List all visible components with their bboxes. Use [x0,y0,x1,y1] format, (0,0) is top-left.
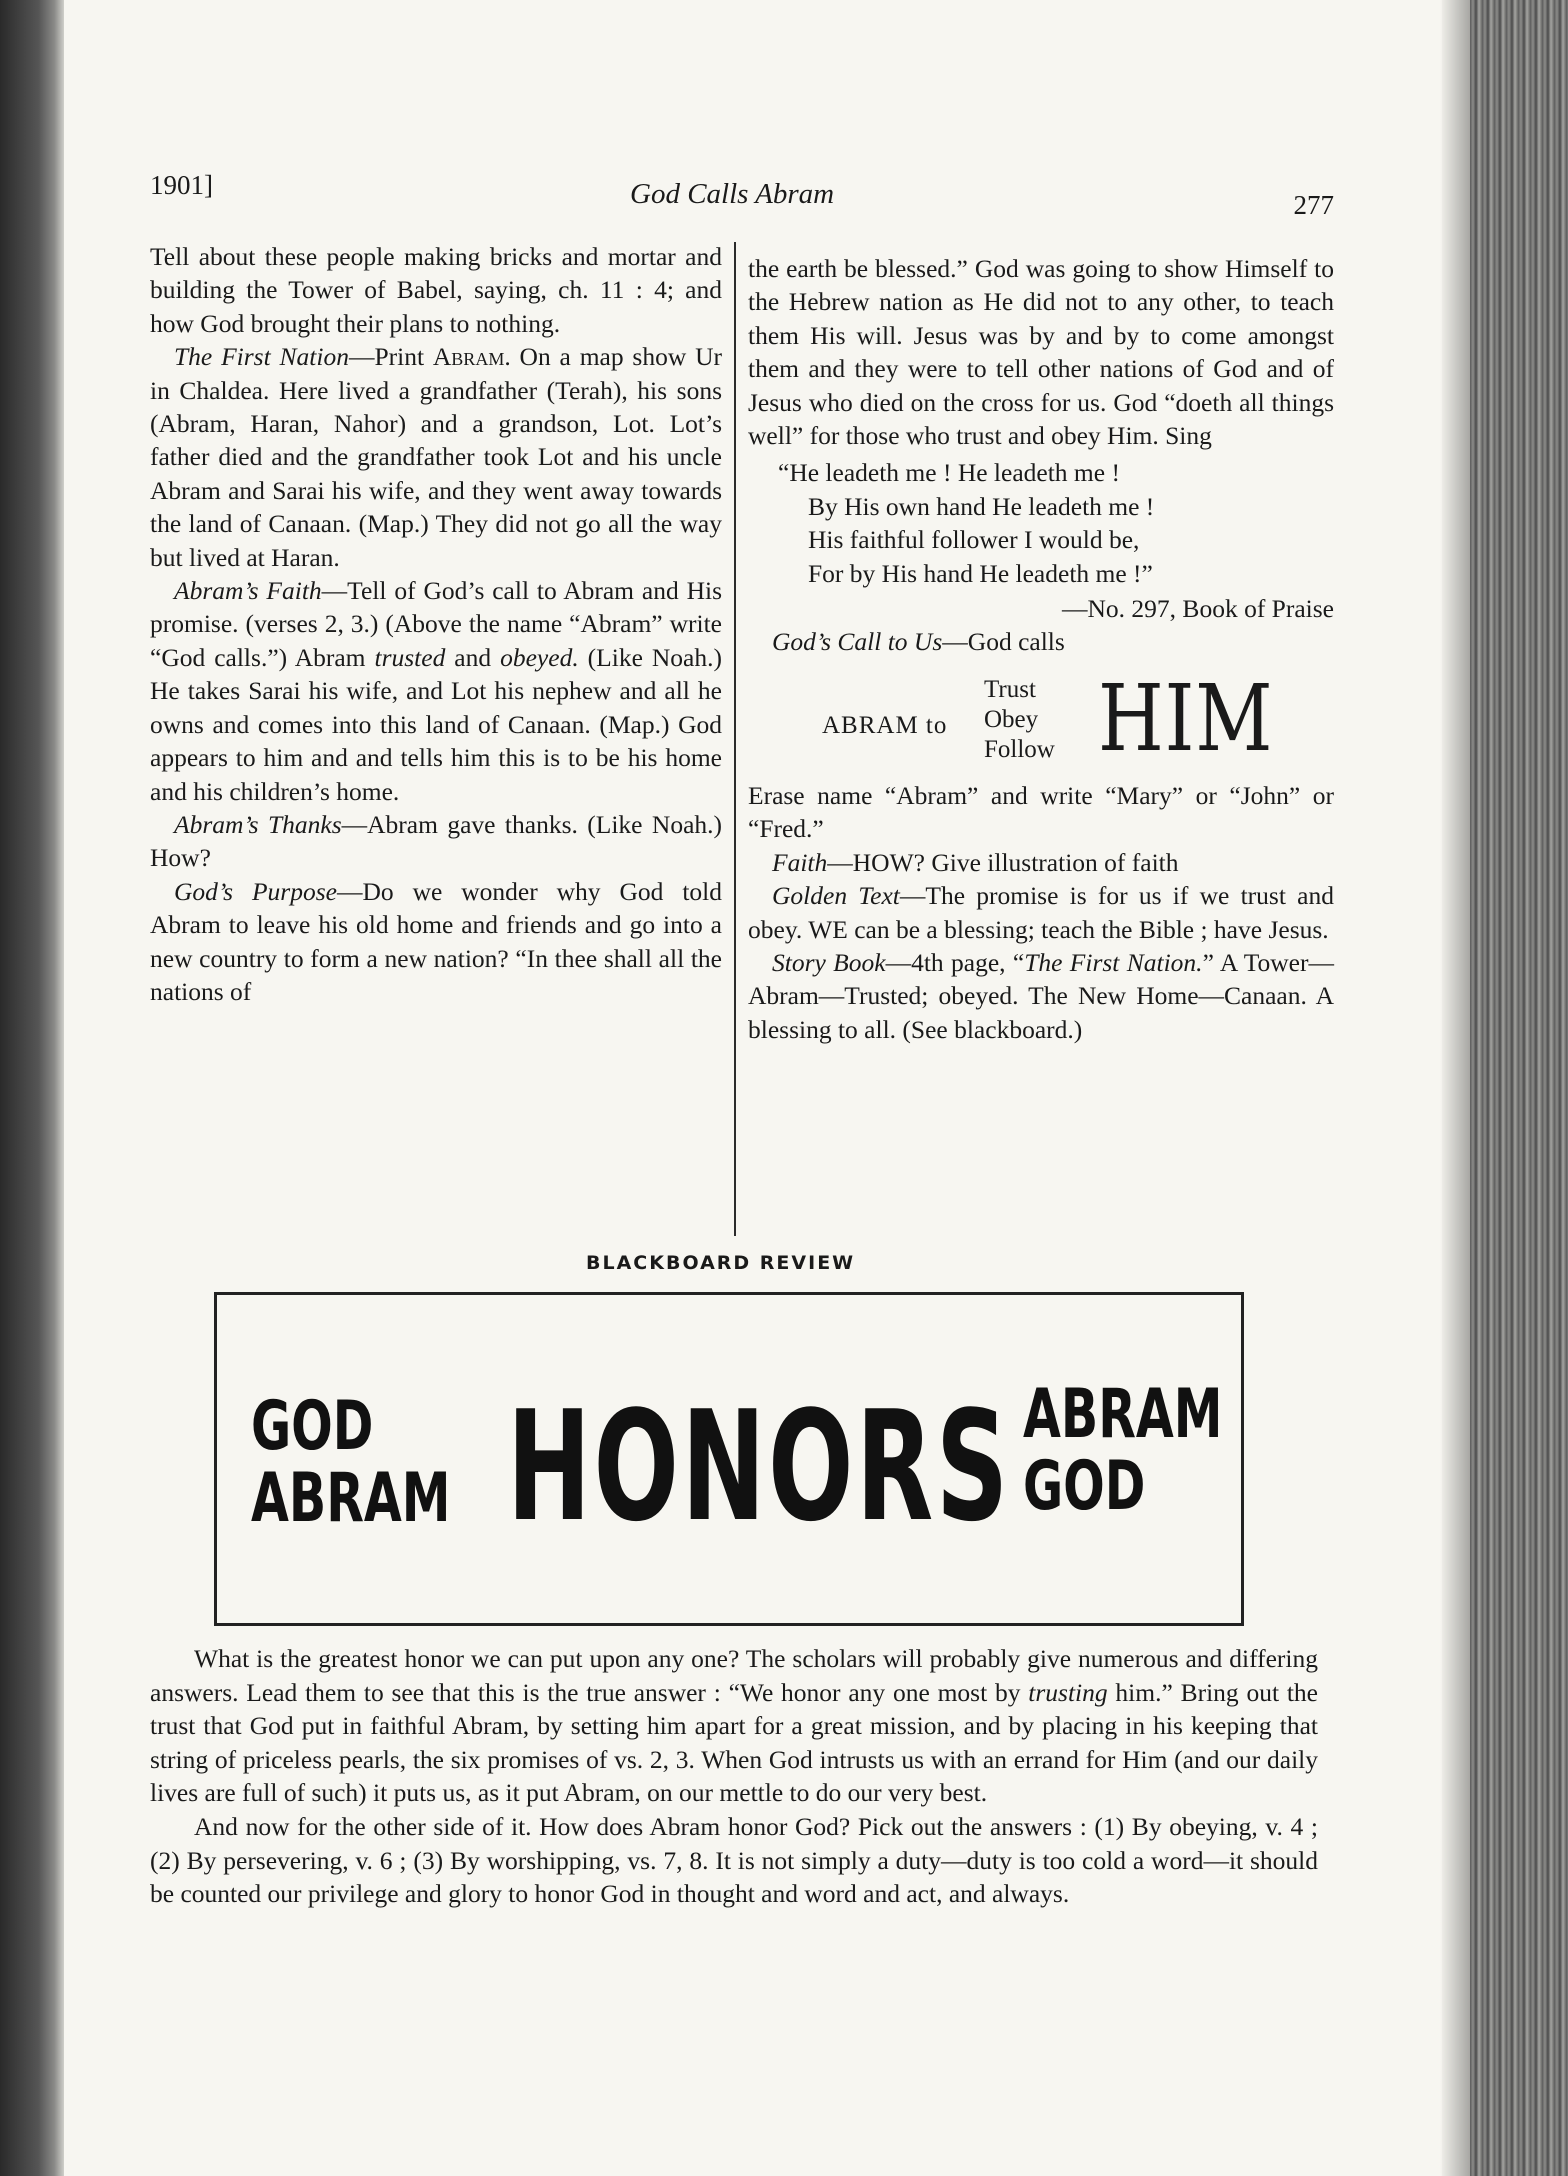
blackboard-left-bottom: ABRAM [251,1459,451,1538]
blackboard-left-top: GOD [251,1387,374,1466]
call-verb: Follow [984,735,1055,763]
column-divider [734,242,736,1236]
section-label: Story Book [772,947,886,977]
call-diagram [748,664,1334,779]
blackboard-heading: BLACKBOARD REVIEW [586,1252,856,1274]
paragraph-faith: Faith—HOW? Give illustration of faith [772,847,1179,877]
blackboard-box [214,1292,1244,1626]
hymn-line: For by His hand He leadeth me !” [808,558,1153,588]
section-label: Faith [772,847,828,877]
paragraph-continuation: the earth be blessed.” God was going to show Himself to the Hebrew nation as He did not to any other, to teach them His will. Jesus was by and by to come amongst them and they were to tell other nations of God and of Jesus who died on the cross for us. God “doeth all things well” for those who trust and obey Him. Sing [748,254,1334,451]
call-verbs [984,675,1055,765]
paragraph-gods-purpose: God’s Purpose—Do we wonder why God told Abram to leave his old home and friends and go into a new country to form a new nation? “In thee shall all the nations of [150,876,722,1006]
section-label: God’s Call to Us [772,627,943,657]
paragraph-abrams-faith: Abram’s Faith—Tell of God’s call to Abram and His promise. (verses 2, 3.) (Above the name “Abram” write “God calls.”) Abram trusted and obeyed. (Like Noah.) He takes Sarai his wife, and Lot his nephew and all he owns and comes into this land of Canaan. (Map.) God appears to him and and tells him this is to be his home and his children’s home. [150,576,723,806]
blackboard-right-bottom: GOD [1023,1447,1146,1526]
call-verb: Trust [984,675,1036,703]
blackboard-right-top: ABRAM [1023,1375,1223,1454]
closing-text [150,1642,1318,1911]
header-title: God Calls Abram [630,178,835,210]
hymn-credit: —No. 297, Book of Praise [1062,594,1334,624]
paragraph-abrams-thanks: Abram’s Thanks—Abram gave thanks. (Like Noah.) How? [150,809,723,873]
hymn-quote [748,456,1334,625]
section-label: Golden Text [772,881,900,911]
paragraph-tower-of-babel: Tell about these people making bricks and mortar and building the Tower of Babel, saying, ch. 11 : 4; and how God brought their plans to nothing. [150,242,722,338]
paragraph-erase-name: Erase name “Abram” and write “Mary” or “John” or “Fred.” [748,780,1334,844]
book-spine-shadow [0,0,64,2176]
section-label: God’s Purpose [174,876,337,906]
name-abram: Abram. [432,342,511,372]
page-gutter-shadow [1440,0,1474,2176]
hymn-line: His faithful follower I would be, [808,525,1140,555]
right-column [748,252,1334,1046]
paragraph-golden-text: Golden Text—The promise is for us if we trust and obey. WE can be a blessing; teach the Bible ; have Jesus. [748,881,1334,944]
paragraph-greatest-honor: What is the greatest honor we can put upon any one? The scholars will probably give numerous and differing answers. Lead them to see that this is the true answer : “We honor any one most by trusting him.” Bring out the trust that God put in faithful Abram, by setting him apart for a great mission, and by placing in his keeping that string of priceless pearls, the six promises of vs. 2, 3. When God intrusts us with an errand for Him (and our daily lives are full of such) it puts us, as it put Abram, on our mettle to do our very best. [150,1644,1318,1808]
page-edges [1470,0,1568,2176]
section-label: The First Nation [174,342,349,372]
running-header [150,162,1340,220]
paragraph-first-nation: The First Nation—Print Abram. On a map show Ur in Chaldea. Here lived a grandfather (Terah), his sons (Abram, Haran, Nahor) and a grandson, Lot. Lot’s father died and the grandfather took Lot and his uncle Abram and Sarai his wife, and they went away towards the land of Canaan. (Map.) They did not go all the way but lived at Haran. [150,342,723,572]
section-label: Abram’s Faith [174,576,322,606]
paragraph-other-side: And now for the other side of it. How does Abram honor God? Pick out the answers : (1) By obeying, v. 4 ; (2) By persevering, v. 6 ; (3) By worshipping, vs. 7, 8. It is not simply a duty—duty is too cold a word—it should be counted our privilege and glory to honor God in thought and word and act, and always. [150,1811,1318,1909]
section-label: Abram’s Thanks [174,809,342,839]
paragraph-gods-call: God’s Call to Us—God calls [772,627,1065,657]
blackboard-center: HONORS [507,1378,1011,1555]
call-him: HIM [1098,664,1274,772]
page-number: 277 [1293,190,1334,220]
hymn-line: By His own hand He leadeth me ! [808,491,1155,521]
call-verb: Obey [984,705,1039,733]
header-year: 1901] [150,170,213,200]
paragraph-story-book: Story Book—4th page, “The First Nation.” A Tower—Abram—Trusted; obeyed. The New Home—Canaan. A blessing to all. (See blackboard.) [748,947,1334,1044]
call-abram: ABRAM to [822,711,948,739]
left-column [150,240,722,1008]
hymn-line: “He leadeth me ! He leadeth me ! [778,458,1120,488]
